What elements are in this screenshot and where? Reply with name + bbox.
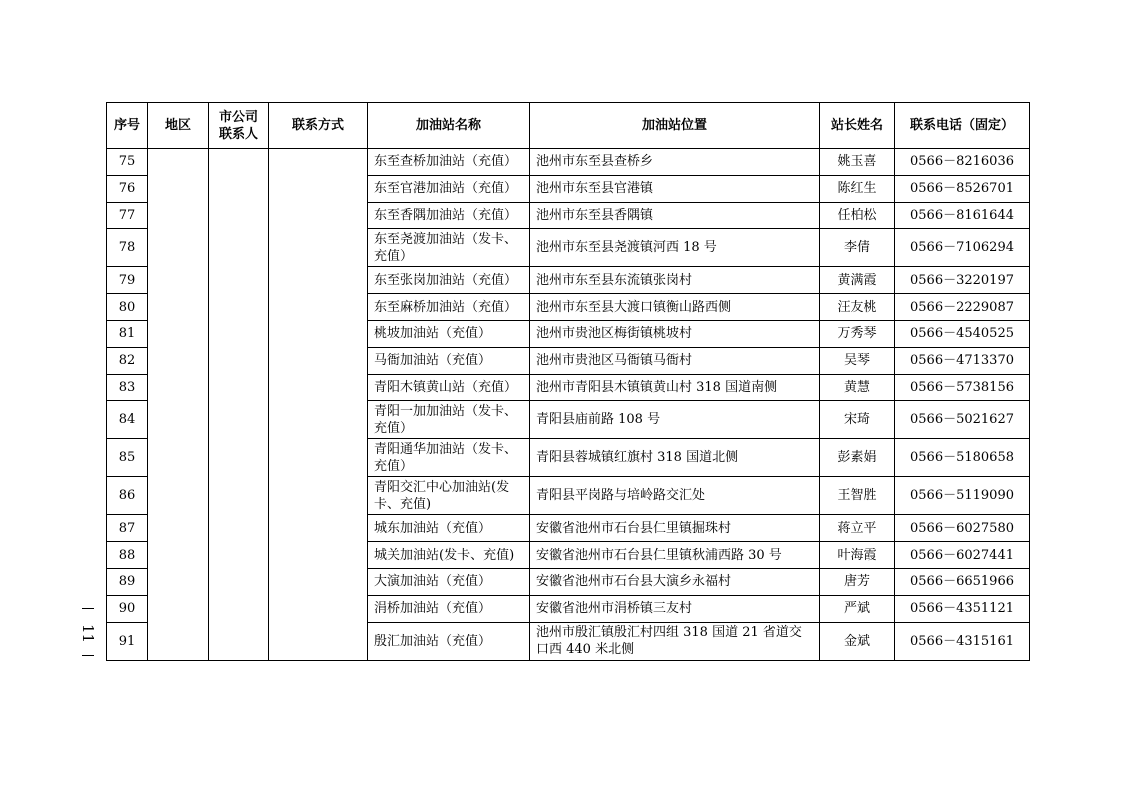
cell-phone: 0566－3220197 [895,267,1030,294]
table-body [107,149,1030,661]
cell-station-location: 安徽省池州市石台县仁里镇掘珠村 [530,515,820,542]
cell-phone: 0566－4351121 [895,595,1030,622]
cell-station-location: 池州市东至县尧渡镇河西 18 号 [530,229,820,267]
cell-no: 76 [107,175,148,202]
page-dash-bottom [82,655,94,656]
header-station-name: 加油站名称 [368,103,530,149]
cell-station-name: 东至香隅加油站（充值） [368,202,530,229]
cell-phone: 0566－2229087 [895,294,1030,321]
cell-manager: 唐芳 [820,568,895,595]
cell-no: 78 [107,229,148,267]
cell-manager: 姚玉喜 [820,149,895,176]
header-no: 序号 [107,103,148,149]
header-contact-method: 联系方式 [269,103,368,149]
cell-manager: 彭素娟 [820,439,895,477]
cell-station-name: 青阳交汇中心加油站(发卡、充值) [368,477,530,515]
cell-no: 89 [107,568,148,595]
cell-manager: 王智胜 [820,477,895,515]
cell-station-location: 安徽省池州市涓桥镇三友村 [530,595,820,622]
cell-no: 83 [107,374,148,401]
cell-manager: 金斌 [820,622,895,660]
cell-station-name: 城东加油站（充值） [368,515,530,542]
header-city-contact: 市公司联系人 [209,103,269,149]
cell-no: 81 [107,320,148,347]
cell-no: 85 [107,439,148,477]
cell-phone: 0566－6027441 [895,542,1030,569]
cell-city-contact [209,149,269,661]
cell-station-location: 青阳县平岗路与培岭路交汇处 [530,477,820,515]
gas-station-table [106,102,1030,661]
cell-no: 87 [107,515,148,542]
cell-manager: 陈红生 [820,175,895,202]
page-number-text: 11 [79,624,97,644]
cell-station-name: 大演加油站（充值） [368,568,530,595]
cell-phone: 0566－4315161 [895,622,1030,660]
cell-station-name: 青阳一加加油站（发卡、充值） [368,401,530,439]
cell-manager: 吴琴 [820,347,895,374]
cell-station-name: 殷汇加油站（充值） [368,622,530,660]
cell-station-location: 青阳县蓉城镇红旗村 318 国道北侧 [530,439,820,477]
cell-manager: 李倩 [820,229,895,267]
cell-no: 88 [107,542,148,569]
cell-no: 77 [107,202,148,229]
cell-no: 91 [107,622,148,660]
cell-phone: 0566－8216036 [895,149,1030,176]
table-row [107,149,1030,176]
cell-station-location: 池州市东至县香隅镇 [530,202,820,229]
cell-station-location: 池州市东至县查桥乡 [530,149,820,176]
cell-station-location: 池州市青阳县木镇镇黄山村 318 国道南侧 [530,374,820,401]
cell-manager: 黄慧 [820,374,895,401]
cell-station-location: 池州市东至县官港镇 [530,175,820,202]
cell-station-location: 青阳县庙前路 108 号 [530,401,820,439]
cell-station-location: 池州市东至县大渡口镇衡山路西侧 [530,294,820,321]
page-dash-top [82,608,94,609]
cell-phone: 0566－8161644 [895,202,1030,229]
cell-phone: 0566－7106294 [895,229,1030,267]
cell-station-name: 东至张岗加油站（充值） [368,267,530,294]
cell-station-location: 池州市贵池区梅街镇桃坡村 [530,320,820,347]
cell-no: 90 [107,595,148,622]
header-phone: 联系电话（固定） [895,103,1030,149]
cell-station-name: 东至麻桥加油站（充值） [368,294,530,321]
cell-station-name: 涓桥加油站（充值） [368,595,530,622]
cell-no: 84 [107,401,148,439]
cell-manager: 宋琦 [820,401,895,439]
cell-manager: 黄满霞 [820,267,895,294]
cell-station-name: 东至尧渡加油站（发卡、充值） [368,229,530,267]
header-station-location: 加油站位置 [530,103,820,149]
cell-station-location: 安徽省池州市石台县仁里镇秋浦西路 30 号 [530,542,820,569]
cell-phone: 0566－5738156 [895,374,1030,401]
cell-phone: 0566－4540525 [895,320,1030,347]
cell-manager: 汪友桃 [820,294,895,321]
cell-phone: 0566－5021627 [895,401,1030,439]
cell-no: 75 [107,149,148,176]
header-manager-name: 站长姓名 [820,103,895,149]
cell-station-name: 青阳木镇黄山站（充值） [368,374,530,401]
cell-no: 82 [107,347,148,374]
cell-phone: 0566－8526701 [895,175,1030,202]
cell-manager: 任柏松 [820,202,895,229]
cell-station-name: 东至官港加油站（充值） [368,175,530,202]
header-region: 地区 [148,103,209,149]
cell-manager: 蒋立平 [820,515,895,542]
cell-phone: 0566－6651966 [895,568,1030,595]
cell-manager: 叶海霞 [820,542,895,569]
cell-region [148,149,209,661]
cell-manager: 万秀琴 [820,320,895,347]
cell-phone: 0566－5180658 [895,439,1030,477]
cell-no: 79 [107,267,148,294]
page-number [80,608,96,656]
cell-station-name: 城关加油站(发卡、充值) [368,542,530,569]
cell-station-name: 马衙加油站（充值） [368,347,530,374]
cell-station-name: 桃坡加油站（充值） [368,320,530,347]
cell-station-location: 安徽省池州市石台县大演乡永福村 [530,568,820,595]
cell-manager: 严斌 [820,595,895,622]
cell-phone: 0566－6027580 [895,515,1030,542]
cell-station-location: 池州市东至县东流镇张岗村 [530,267,820,294]
cell-no: 86 [107,477,148,515]
cell-station-name: 青阳通华加油站（发卡、充值） [368,439,530,477]
table-header-row [107,103,1030,149]
cell-contact-method [269,149,368,661]
cell-station-location: 池州市殷汇镇殷汇村四组 318 国道 21 省道交口西 440 米北侧 [530,622,820,660]
cell-no: 80 [107,294,148,321]
cell-phone: 0566－4713370 [895,347,1030,374]
cell-phone: 0566－5119090 [895,477,1030,515]
cell-station-name: 东至查桥加油站（充值） [368,149,530,176]
cell-station-location: 池州市贵池区马衙镇马衙村 [530,347,820,374]
